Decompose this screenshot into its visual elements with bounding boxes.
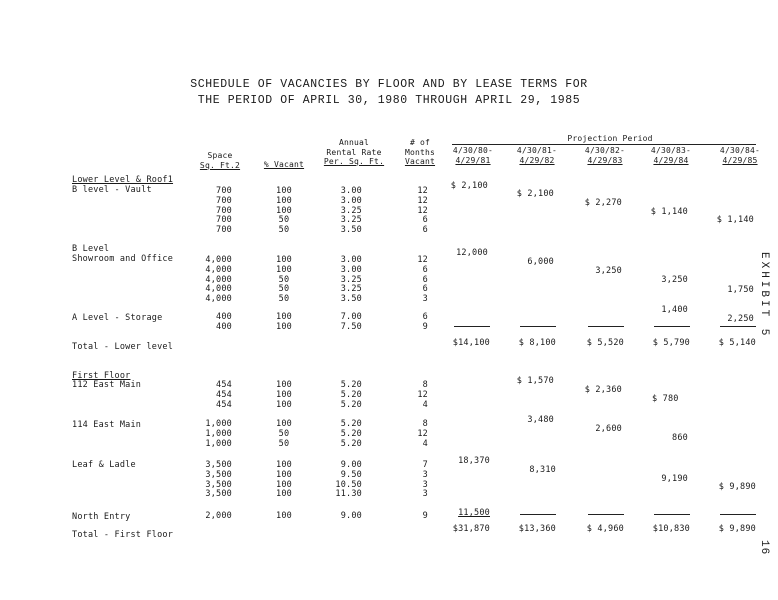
table-cell: 9 — [422, 321, 428, 332]
table-cell: 3.50 — [340, 225, 362, 236]
table-cell: 3 — [422, 489, 428, 500]
table-cell: 4 — [422, 399, 428, 410]
table-cell: 4,000 — [205, 255, 232, 265]
value-showroom-p5: 1,750 — [727, 285, 754, 295]
table-cell: 12 — [417, 255, 428, 265]
table-cell: 6 — [422, 215, 428, 226]
table-cell: 6 — [422, 312, 428, 322]
value-112-p4: $ 780 — [652, 394, 679, 404]
table-cell: 4,000 — [205, 284, 232, 295]
total-lower-p3: $ 5,520 — [586, 338, 624, 348]
table-cell: 454 — [216, 380, 232, 390]
table-cell: 12 — [417, 195, 428, 206]
section-first-floor: First Floor — [72, 371, 131, 381]
table-cell: 5.20 — [340, 428, 362, 439]
table-cell: 50 — [278, 428, 290, 439]
table-cell: 100 — [276, 419, 292, 429]
value-vault-p2: $ 2,100 — [516, 189, 554, 199]
value-vault-p1: $ 2,100 — [450, 181, 488, 191]
total-first-p5: $ 9,890 — [718, 524, 756, 534]
table-cell: 454 — [216, 399, 232, 410]
header-months: # of Months Vacant — [404, 138, 436, 166]
table-cell: 6 — [422, 264, 428, 275]
table-cell: 700 — [216, 205, 232, 216]
table-cell: 454 — [216, 389, 232, 400]
table-cell: 5.20 — [340, 389, 362, 400]
table-cell: 3 — [422, 479, 428, 490]
value-north-p1: 11,500 — [458, 508, 490, 518]
first-rule-4 — [654, 514, 690, 515]
header-period-3: 4/30/82- 4/29/83 — [584, 146, 626, 165]
section-b-vault: B level - Vault — [72, 185, 152, 195]
table-cell: 11.30 — [335, 489, 362, 500]
table-cell: 12 — [417, 389, 428, 400]
table-cell: 12 — [417, 205, 428, 216]
table-cell: 5.20 — [340, 438, 362, 449]
table-cell: 700 — [216, 186, 232, 196]
header-period-1: 4/30/80- 4/29/81 — [452, 146, 494, 165]
table-cell: 100 — [276, 264, 292, 275]
table-cell: 100 — [276, 321, 292, 332]
table-cell: 700 — [216, 215, 232, 226]
table-cell: 5.20 — [340, 380, 362, 390]
table-cell: 100 — [276, 195, 292, 206]
table-cell: 6 — [422, 274, 428, 285]
table-cell: 3.25 — [340, 205, 362, 216]
table-cell: 100 — [276, 255, 292, 265]
table-cell: 3,500 — [205, 489, 232, 500]
header-period-5: 4/30/84- 4/29/85 — [719, 146, 761, 165]
table-cell: 9.00 — [340, 511, 362, 521]
header-period-2: 4/30/81- 4/29/82 — [516, 146, 558, 165]
value-showroom-p4: 3,250 — [661, 275, 688, 285]
table-cell: 3.00 — [340, 195, 362, 206]
table-cell: 3.00 — [340, 186, 362, 196]
table-cell: 100 — [276, 489, 292, 500]
subtotal-rule-2 — [520, 326, 556, 327]
section-total-first: Total - First Floor — [72, 530, 174, 540]
total-first-p1: $31,870 — [452, 524, 490, 534]
table-cell: 100 — [276, 389, 292, 400]
table-cell: 100 — [276, 380, 292, 390]
table-cell: 4 — [422, 438, 428, 449]
table-cell: 50 — [278, 274, 290, 285]
table-cell: 100 — [276, 399, 292, 410]
value-storage-p4: 1,400 — [661, 305, 688, 315]
table-cell: 100 — [276, 460, 292, 470]
table-cell: 50 — [278, 284, 290, 295]
table-cell: 50 — [278, 294, 290, 305]
table-cell: 3.00 — [340, 255, 362, 265]
value-leaf-p4: 9,190 — [661, 474, 688, 484]
table-cell: 100 — [276, 469, 292, 480]
table-cell: 3.25 — [340, 215, 362, 226]
table-cell: 9.00 — [340, 460, 362, 470]
table-cell: 3.50 — [340, 294, 362, 305]
table-cell: 8 — [422, 419, 428, 429]
table-cell: 6 — [422, 225, 428, 236]
total-first-p4: $10,830 — [652, 524, 690, 534]
value-vault-p3: $ 2,270 — [584, 198, 622, 208]
table-cell: 1,000 — [205, 438, 232, 449]
total-lower-p2: $ 8,100 — [518, 338, 556, 348]
projection-rule — [452, 144, 756, 145]
table-cell: 400 — [216, 312, 232, 322]
table-cell: 7.50 — [340, 321, 362, 332]
table-cell: 100 — [276, 479, 292, 490]
value-storage-p5: 2,250 — [727, 314, 754, 324]
first-rule-2 — [520, 514, 556, 515]
total-lower-p5: $ 5,140 — [718, 338, 756, 348]
value-leaf-p2: 8,310 — [529, 465, 556, 475]
section-112-east-main: 112 East Main — [72, 380, 142, 390]
subtotal-rule-1 — [454, 326, 490, 327]
table-cell: 3 — [422, 294, 428, 305]
section-lower-level: Lower Level & Roof1 — [72, 175, 174, 185]
table-cell: 6 — [422, 284, 428, 295]
value-114-p2: 3,480 — [527, 415, 554, 425]
table-cell: 12 — [417, 428, 428, 439]
table-cell: 50 — [278, 438, 290, 449]
title-line-2: THE PERIOD OF APRIL 30, 1980 THROUGH APRIL 29, 1985 — [197, 94, 581, 107]
total-lower-p1: $14,100 — [452, 338, 490, 348]
table-cell: 9.50 — [340, 469, 362, 480]
value-114-p4: 860 — [672, 433, 688, 443]
table-cell: 7 — [422, 460, 428, 470]
table-cell: 400 — [216, 321, 232, 332]
table-cell: 700 — [216, 195, 232, 206]
table-cell: 3.25 — [340, 274, 362, 285]
header-projection: Projection Period — [567, 134, 653, 143]
table-cell: 7.00 — [340, 312, 362, 322]
title-line-1: SCHEDULE OF VACANCIES BY FLOOR AND BY LEASE TERMS FOR — [190, 78, 588, 91]
table-cell: 3.00 — [340, 264, 362, 275]
table-cell: 2,000 — [205, 511, 232, 521]
table-cell: 50 — [278, 215, 290, 226]
page-number: 16 — [758, 540, 770, 556]
section-b-level: B Level — [72, 244, 110, 254]
value-vault-p5: $ 1,140 — [716, 215, 754, 225]
value-showroom-p1: 12,000 — [456, 248, 488, 258]
section-leaf-ladle: Leaf & Ladle — [72, 460, 136, 470]
value-112-p3: $ 2,360 — [584, 385, 622, 395]
subtotal-rule-3 — [588, 326, 624, 327]
table-cell: 100 — [276, 511, 292, 521]
header-period-4: 4/30/83- 4/29/84 — [650, 146, 692, 165]
header-rate: Annual Rental Rate Per. Sq. Ft. — [323, 138, 385, 166]
table-cell: 4,000 — [205, 294, 232, 305]
table-cell: 100 — [276, 205, 292, 216]
total-first-p2: $13,360 — [518, 524, 556, 534]
table-cell: 50 — [278, 225, 290, 236]
table-cell: 5.20 — [340, 419, 362, 429]
section-114-east-main: 114 East Main — [72, 420, 142, 430]
first-rule-5 — [720, 514, 756, 515]
table-cell: 700 — [216, 225, 232, 236]
table-cell: 1,000 — [205, 419, 232, 429]
table-cell: 3,500 — [205, 460, 232, 470]
table-cell: 10.50 — [335, 479, 362, 490]
exhibit-label: EXHIBIT 5 — [758, 252, 770, 339]
table-cell: 4,000 — [205, 264, 232, 275]
first-rule-3 — [588, 514, 624, 515]
header-vacant: % Vacant — [263, 160, 305, 169]
table-cell: 8 — [422, 380, 428, 390]
subtotal-rule-4 — [654, 326, 690, 327]
table-cell: 100 — [276, 186, 292, 196]
table-cell: 3,500 — [205, 469, 232, 480]
section-a-storage: A Level - Storage — [72, 313, 163, 323]
table-cell: 5.20 — [340, 399, 362, 410]
table-cell: 12 — [417, 186, 428, 196]
value-showroom-p3: 3,250 — [595, 266, 622, 276]
section-showroom: Showroom and Office — [72, 254, 174, 264]
value-112-p2: $ 1,570 — [516, 376, 554, 386]
table-cell: 3 — [422, 469, 428, 480]
table-cell: 9 — [422, 511, 428, 521]
total-first-p3: $ 4,960 — [586, 524, 624, 534]
table-cell: 3,500 — [205, 479, 232, 490]
value-leaf-p1: 18,370 — [458, 456, 490, 466]
table-cell: 100 — [276, 312, 292, 322]
value-leaf-p5: $ 9,890 — [718, 482, 756, 492]
table-cell: 4,000 — [205, 274, 232, 285]
subtotal-rule-5 — [720, 326, 756, 327]
total-lower-p4: $ 5,790 — [652, 338, 690, 348]
value-114-p3: 2,600 — [595, 424, 622, 434]
table-cell: 3.25 — [340, 284, 362, 295]
table-cell: 1,000 — [205, 428, 232, 439]
value-showroom-p2: 6,000 — [527, 257, 554, 267]
section-total-lower: Total - Lower level — [72, 342, 174, 352]
header-space: Space Sq. Ft.2 — [199, 151, 241, 170]
value-vault-p4: $ 1,140 — [650, 207, 688, 217]
section-north-entry: North Entry — [72, 512, 131, 522]
